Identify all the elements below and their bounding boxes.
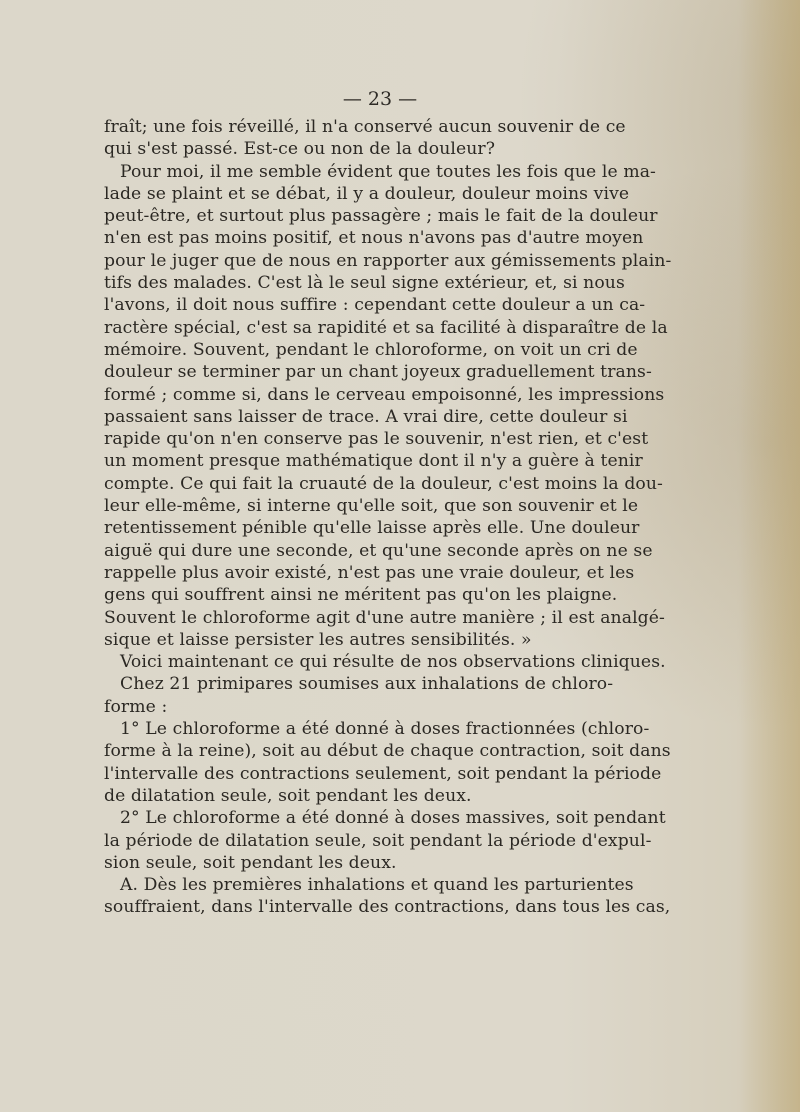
text-line: rappelle plus avoir existé, n'est pas une vraie douleur, et les <box>104 562 635 583</box>
text-line: ractère spécial, c'est sa rapidité et sa facilité à disparaître de la <box>104 317 668 338</box>
text-line: de dilatation seule, soit pendant les deux. <box>104 785 472 806</box>
text-line: passaient sans laisser de trace. A vrai dire, cette douleur si <box>104 406 628 427</box>
text-line: Souvent le chloroforme agit d'une autre manière ; il est analgé- <box>104 607 665 628</box>
text-line: fraît; une fois réveillé, il n'a conservé aucun souvenir de ce <box>104 117 626 137</box>
text-line: forme à la reine), soit au début de chaque contraction, soit dans <box>104 741 671 762</box>
text-line: pour le juger que de nous en rapporter aux gémissements plain- <box>104 250 672 271</box>
text-line: Voici maintenant ce qui résulte de nos observations cliniques. <box>120 652 666 673</box>
text-line: forme : <box>104 696 168 717</box>
text-line: sique et laisse persister les autres sensibilités. » <box>104 629 532 650</box>
text-line: l'intervalle des contractions seulement, soit pendant la période <box>104 763 662 784</box>
text-line: Chez 21 primipares soumises aux inhalations de chloro- <box>120 674 614 695</box>
text-line: compte. Ce qui fait la cruauté de la douleur, c'est moins la dou- <box>104 473 663 494</box>
text-line: retentissement pénible qu'elle laisse après elle. Une douleur <box>104 518 640 539</box>
page-edge-stain <box>740 0 800 1112</box>
text-line: rapide qu'on n'en conserve pas le souvenir, n'est rien, et c'est <box>104 429 649 450</box>
text-line: A. Dès les premières inhalations et quand les parturientes <box>120 875 634 896</box>
text-line: qui s'est passé. Est-ce ou non de la douleur? <box>104 139 496 160</box>
text-line: n'en est pas moins positif, et nous n'avons pas d'autre moyen <box>104 228 644 249</box>
text-line: peut-être, et surtout plus passagère ; mais le fait de la douleur <box>104 206 658 227</box>
body-text <box>104 116 672 919</box>
text-line: 1° Le chloroforme a été donné à doses fractionnées (chloro- <box>120 719 650 740</box>
text-line: tifs des malades. C'est là le seul signe extérieur, et, si nous <box>104 273 625 294</box>
text-line: leur elle-même, si interne qu'elle soit, que son souvenir et le <box>104 496 639 517</box>
text-line: sion seule, soit pendant les deux. <box>104 852 397 873</box>
text-line: l'avons, il doit nous suffire : cependant cette douleur a un ca- <box>104 295 646 316</box>
text-line: gens qui souffrent ainsi ne méritent pas qu'on les plaigne. <box>104 585 618 606</box>
text-line: souffraient, dans l'intervalle des contractions, dans tous les cas, <box>104 897 671 918</box>
text-line: la période de dilatation seule, soit pendant la période d'expul- <box>104 830 652 851</box>
text-line: mémoire. Souvent, pendant le chloroforme, on voit un cri de <box>104 339 638 360</box>
text-line: aiguë qui dure une seconde, et qu'une seconde après on ne se <box>104 540 653 561</box>
text-line: Pour moi, il me semble évident que toutes les fois que le ma- <box>120 161 656 182</box>
text-line: douleur se terminer par un chant joyeux graduellement trans- <box>104 362 652 383</box>
page-number: — 23 — <box>342 88 418 110</box>
text-line: 2° Le chloroforme a été donné à doses massives, soit pendant <box>120 808 666 829</box>
text-line: lade se plaint et se débat, il y a douleur, douleur moins vive <box>104 183 630 204</box>
text-line: un moment presque mathématique dont il n'y a guère à tenir <box>104 451 643 472</box>
text-line: formé ; comme si, dans le cerveau empoisonné, les impressions <box>104 384 665 405</box>
